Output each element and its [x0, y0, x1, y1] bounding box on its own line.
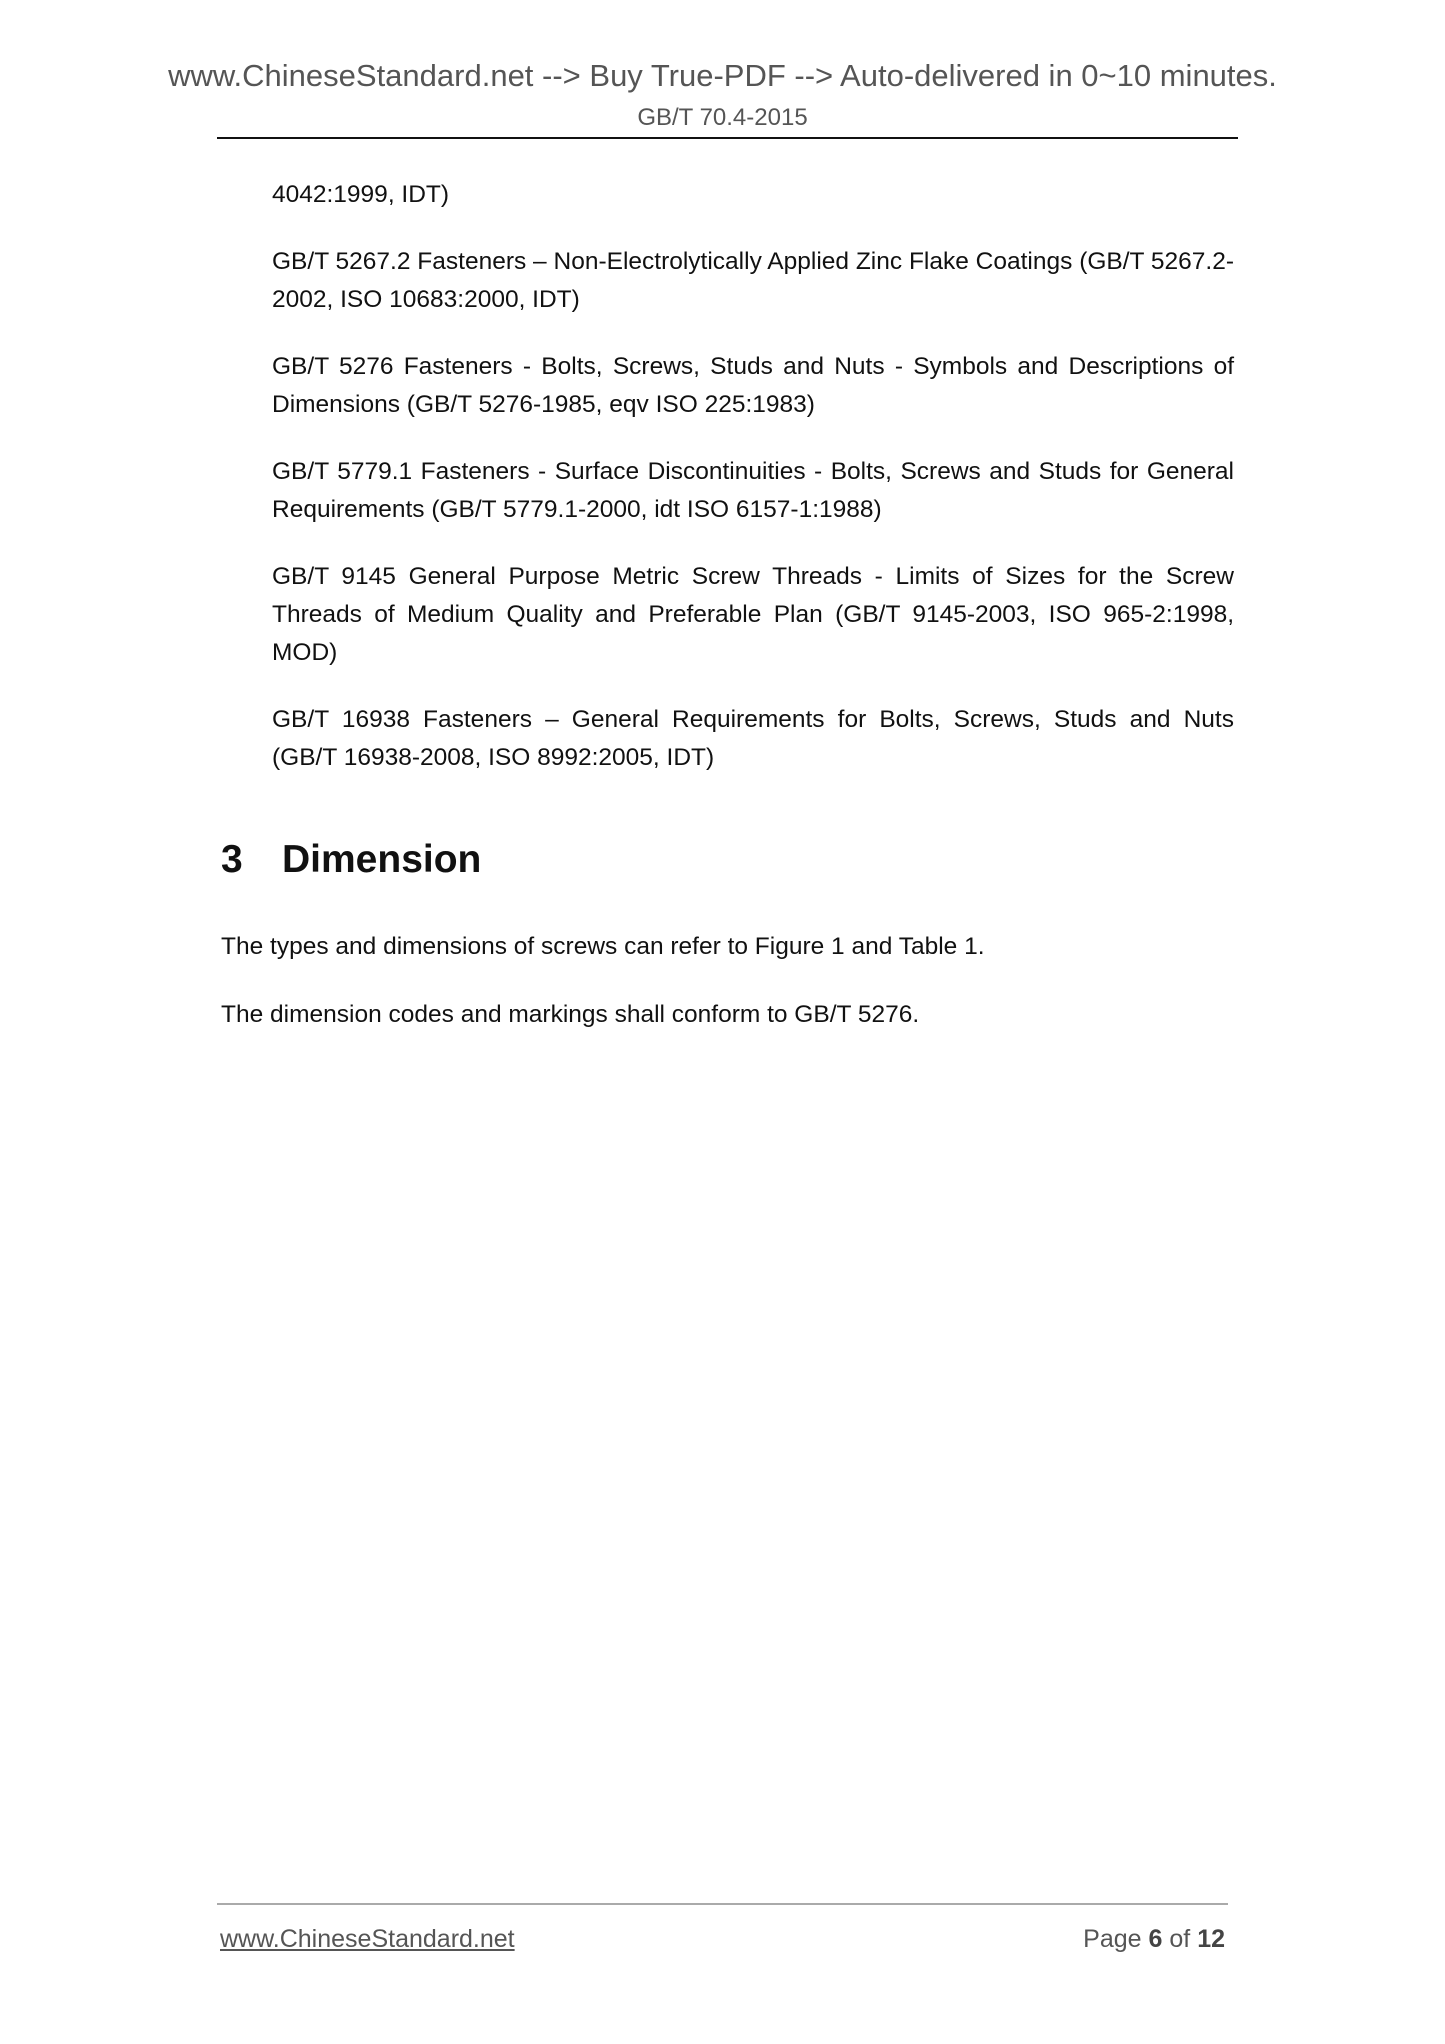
- reference-item: 4042:1999, IDT): [272, 181, 450, 208]
- normative-references-list: [272, 176, 1234, 806]
- page-number: [1083, 1925, 1225, 1954]
- header-title: www.ChineseStandard.net --> Buy True-PDF --> Auto-delivered in 0~10 minutes.: [168, 58, 1277, 93]
- reference-item: GB/T 5779.1 Fasteners - Surface Discontinuities - Bolts, Screws and Studs for General Requirements (GB/T 5779.1-2000, idt ISO 6157-1:1988): [272, 458, 1234, 523]
- reference-item: GB/T 9145 General Purpose Metric Screw Threads - Limits of Sizes for the Screw Threads of Medium Quality and Preferable Plan (GB/T 9145-2003, ISO 965-2:1998, MOD): [272, 563, 1234, 666]
- total-pages: 12: [1197, 1925, 1225, 1953]
- standard-code: GB/T 70.4-2015: [637, 104, 808, 131]
- footer-website-link[interactable]: www.ChineseStandard.net: [220, 1925, 515, 1953]
- section-number: 3: [221, 838, 243, 881]
- footer-divider: [217, 1903, 1228, 1905]
- section-heading: [221, 838, 481, 882]
- reference-item: GB/T 16938 Fasteners – General Requirements for Bolts, Screws, Studs and Nuts (GB/T 16938-2008, ISO 8992:2005, IDT): [272, 706, 1234, 771]
- section-paragraph: The types and dimensions of screws can refer to Figure 1 and Table 1.: [221, 933, 985, 960]
- page-of-label: of: [1169, 1925, 1191, 1953]
- page-label: Page: [1083, 1925, 1142, 1953]
- section-title: Dimension: [282, 838, 482, 881]
- header-divider: [217, 137, 1238, 139]
- section-paragraph: The dimension codes and markings shall conform to GB/T 5276.: [221, 1001, 920, 1028]
- current-page: 6: [1148, 1925, 1163, 1953]
- reference-item: GB/T 5267.2 Fasteners – Non-Electrolytically Applied Zinc Flake Coatings (GB/T 5267.2-2002, ISO 10683:2000, IDT): [272, 248, 1234, 313]
- reference-item: GB/T 5276 Fasteners - Bolts, Screws, Studs and Nuts - Symbols and Descriptions of Dimensions (GB/T 5276-1985, eqv ISO 225:1983): [272, 353, 1234, 418]
